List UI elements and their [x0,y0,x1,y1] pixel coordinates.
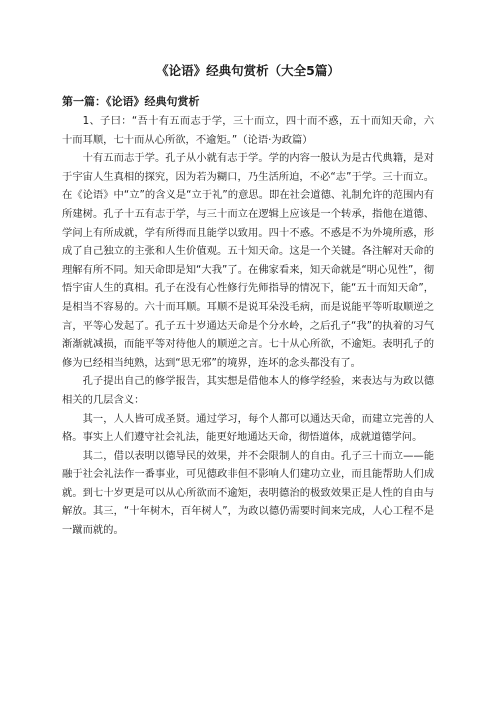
document-title: 《论语》经典句赏析（大全5篇） [156,63,340,78]
section-heading: 第一篇：《论语》经典句赏析 [62,95,200,108]
paragraph-4: 其一，人人皆可成圣贤。通过学习，每个人都可以通达天命，而建立完善的人格。事实上人们遵守社会礼法，能更好地通达天命，彻悟道体，成就道德学问。 [62,412,434,444]
paragraph-2: 十有五而志于学。孔子从小就有志于学。学的内容一般认为是古代典籍，是对于宇宙人生真相的探究，因为若为糊口，乃生活所迫，不必“志”于学。三十而立。在《论语》中“立”的含义是“立于礼”的意思。即在社会道德、礼制允许的范围内有所建树。孔子十五有志于学，与三十而立在逻辑上应该是一个转承，指他在道德、学问上有所成就，学有所得而且能学以致用。四十不惑。不惑是不为外境所惑，形成了自己独立的主张和人生价值观。五十知天命。这是一个关键。各注解对天命的理解有所不同。知天命即是知“大我”了。在佛家看来，知天命就是“明心见性”，彻悟宇宙人生的真相。孔子在没有心性修行先师指导的情况下，能“五十而知天命”，是相当不容易的。六十而耳顺。耳顺不是说耳朵没毛病，而是说能平等听取顺逆之言，平等心发起了。孔子五十岁通达天命是个分水岭，之后孔子“我”的执着的习气渐渐就减损，而能平等对待他人的顺逆之言。七十从心所欲，不逾矩。表明孔子的修为已经相当纯熟，达到“思无邪”的境界，连坏的念头都没有了。 [62,152,434,369]
paragraph-5: 其二，借以表明以德导民的效果，并不会限制人的自由。孔子三十而立——能融于社会礼法作一番事业，可见德政非但不影响人们建功立业，而且能帮助人们成就。到七十岁更是可以从心所欲而不逾矩，表明德治的极致效果正是人性的自由与解放。其三，“十年树木，百年树人”，为政以德仍需要时间来完成，人心工程不是一蹴而就的。 [62,449,434,537]
paragraph-3: 孔子提出自己的修学报告，其实想是借他本人的修学经验，来表达与为政以德相关的几层含义： [62,375,434,406]
paragraph-1: 1、子曰：“吾十有五而志于学，三十而立，四十而不惑，五十而知天命，六十而耳顺，七十而从心所欲，不逾矩。”（论语·为政篇） [62,115,434,146]
